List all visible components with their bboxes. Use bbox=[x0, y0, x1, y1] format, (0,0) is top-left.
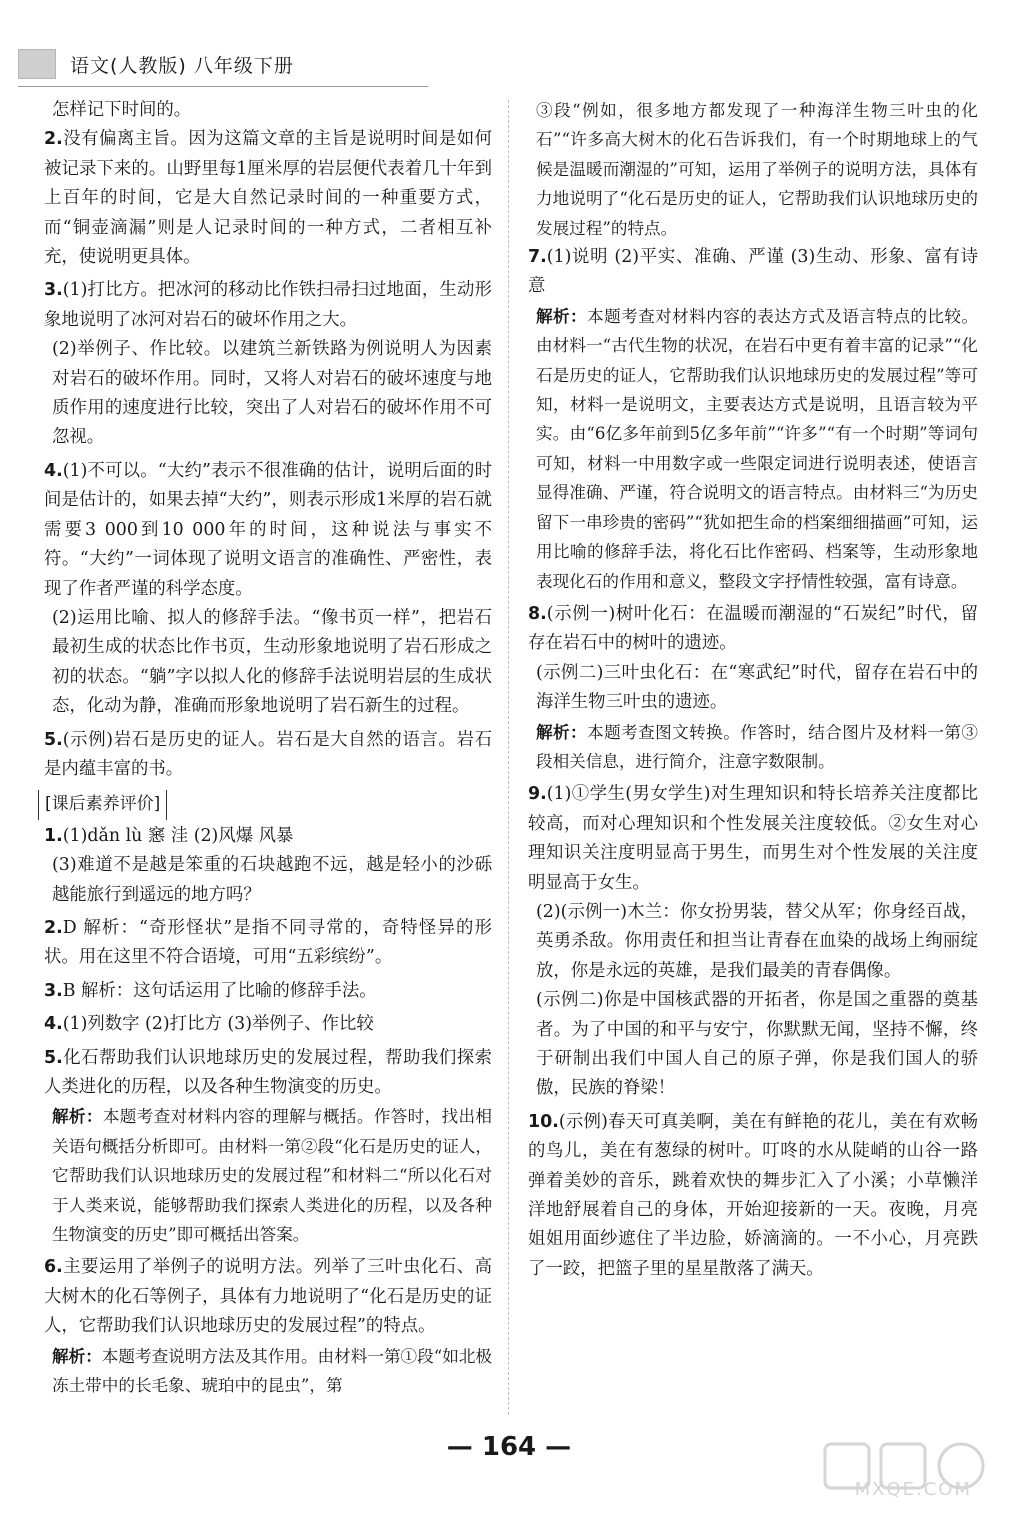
right-intro: ③段“例如，很多地方都发现了一种海洋生物三叶虫的化石”“许多高大树木的化石告诉我们，有一个时期地球上的气候是温暖而潮湿的”可知，运用了举例子的说明方法，具体有力地说明了“化石是历史的证人，它帮助我们认识地球历史的发展过程”的特点。 bbox=[536, 101, 978, 238]
post-item-2 bbox=[44, 914, 492, 973]
item-number: 4. bbox=[44, 460, 63, 481]
item-text: (示例)岩石是历史的证人。岩石是大自然的语言。岩石是内蕴丰富的书。 bbox=[44, 729, 492, 779]
item-text: (示例一)树叶化石：在温暖而潮湿的“石炭纪”时代，留存在岩石中的树叶的遗迹。 bbox=[528, 603, 978, 654]
item-text: (1)打比方。把冰河的移动比作铁扫帚扫过地面，生动形象地说明了冰河对岩石的破坏作用之大。 bbox=[44, 280, 492, 330]
post-item-8 bbox=[528, 600, 978, 776]
item-text: (1)①学生(男女学生)对生理知识和特长培养关注度都比较高，而对心理知识和个性发展关注度较低。②女生对心理知识关注度明显高于男生，而男生对个性发展的关注度明显高于女生。 bbox=[528, 784, 978, 893]
analysis-label: 解析： bbox=[536, 722, 588, 742]
item-text: 没有偏离主旨。因为这篇文章的主旨是说明时间是如何被记录下来的。山野里每1厘米厚的岩层便代表着几十年到上百年的时间，它是大自然记录时间的一种重要方式，而“铜壶滴漏”则是人记录时间的一种方式，二者相互补充，使说明更具体。 bbox=[44, 129, 492, 268]
item-text: B 解析：这句话运用了比喻的修辞手法。 bbox=[62, 980, 377, 1001]
item-number: 10. bbox=[528, 1111, 559, 1132]
item-text: (1)列数字 (2)打比方 (3)举例子、作比较 bbox=[62, 1014, 374, 1035]
item-extra-2: (示例二)你是中国核武器的开拓者，你是国之重器的奠基者。为了中国的和平与安宁，你默默无闻，坚持不懈，终于研制出我们中国人自己的原子弹，你是我们国人的骄傲，民族的脊梁！ bbox=[536, 990, 978, 1099]
analysis-text: 本题考查图文转换。作答时，结合图片及材料一第③段相关信息，进行简介，注意字数限制。 bbox=[536, 722, 979, 771]
left-column bbox=[44, 96, 492, 1404]
post-item-7 bbox=[528, 243, 978, 596]
left-intro: 怎样记下时间的。 bbox=[52, 100, 192, 120]
item-text: (示例)春天可真美啊，美在有鲜艳的花儿，美在有欢畅的鸟儿，美在有葱绿的树叶。叮咚的水从陡峭的山谷一路弹着美妙的音乐，跳着欢快的舞步汇入了小溪；小草懒洋洋地舒展着自己的身体，开始迎接新的一天。夜晚，月亮姐姐用面纱遮住了半边脸，娇滴滴的。一不小心，月亮跌了一跤，把篮子里的星星散落了满天。 bbox=[528, 1111, 978, 1279]
analysis-label: 解析： bbox=[52, 1107, 103, 1127]
item-extra: (示例二)三叶虫化石：在“寒武纪”时代，留存在岩石中的海洋生物三叶虫的遗迹。 bbox=[536, 662, 978, 713]
item-text: (1)不可以。“大约”表示不很准确的估计，说明后面的时间是估计的，如果去掉“大约”，则表示形成1米厚的岩石就需要3 000到10 000年的时间，这种说法与事实不符。“大约”一词体现了说明文语言的准确性、严密性，表现了作者严谨的科学态度。 bbox=[44, 460, 492, 599]
analysis-text: 本题考查对材料内容的表达方式及语言特点的比较。由材料一“古代生物的状况，在岩石中更有着丰富的记录”“化石是历史的证人，它帮助我们认识地球历史的发展过程”等可知，材料一是说明文，主要表达方式是说明，且语言较为平实。由“6亿多年前到5亿多年前”“许多”“有一个时期”等词句可知，材料一中用数字或一些限定词进行说明表述，使语言显得准确、严谨，符合说明文的语言特点。由材料三“为历史留下一串珍贵的密码”“犹如把生命的档案细细描画”可知，运用比喻的修辞手法，将化石比作密码、档案等，生动形象地表现化石的作用和意义，整段文字抒情性较强，富有诗意。 bbox=[536, 306, 979, 591]
answer-item-5 bbox=[44, 726, 492, 785]
right-column bbox=[528, 96, 978, 1288]
post-item-5 bbox=[44, 1044, 492, 1250]
item-extra: (2)举例子、作比较。以建筑兰新铁路为例说明人为因素对岩石的破坏作用。同时，又将人对岩石的破坏速度与地质作用的速度进行比较，突出了人对岩石的破坏作用不可忽视。 bbox=[52, 339, 492, 448]
post-item-3 bbox=[44, 977, 492, 1006]
item-text: 主要运用了举例子的说明方法。列举了三叶虫化石、高大树木的化石等例子，具体有力地说明了“化石是历史的证人，它帮助我们认识地球历史的发展过程”的特点。 bbox=[44, 1257, 492, 1337]
item-number: 3. bbox=[44, 280, 63, 301]
analysis-text: 本题考查说明方法及其作用。由材料一第①段“如北极冻土带中的长毛象、琥珀中的昆虫”，第 bbox=[52, 1346, 493, 1396]
item-text: 化石帮助我们认识地球历史的发展过程，帮助我们探索人类进化的历程，以及各种生物演变的历史。 bbox=[44, 1047, 492, 1097]
post-item-6 bbox=[44, 1253, 492, 1400]
item-number: 4. bbox=[44, 1014, 63, 1035]
item-analysis bbox=[528, 302, 978, 596]
item-number: 5. bbox=[44, 729, 63, 750]
item-number: 8. bbox=[528, 603, 547, 624]
header-rule bbox=[18, 86, 428, 87]
item-text: (1)说明 (2)平实、准确、严谨 (3)生动、形象、富有诗意 bbox=[528, 247, 978, 297]
item-number: 2. bbox=[44, 917, 63, 938]
item-number: 1. bbox=[44, 825, 63, 846]
item-number: 9. bbox=[528, 784, 547, 805]
watermark-logo bbox=[821, 1440, 996, 1520]
item-text: (1)dǎn lù 窸 洼 (2)风爆 风暴 bbox=[62, 825, 294, 846]
header-title: 语文(人教版) 八年级下册 bbox=[70, 54, 294, 77]
item-number: 2. bbox=[44, 129, 63, 150]
header-decoration-box bbox=[18, 49, 56, 79]
item-extra: (2)(示例一)木兰：你女扮男装，替父从军；你身经百战，英勇杀敌。你用责任和担当让青春在血染的战场上绚丽绽放，你是永远的英雄，是我们最美的青春偶像。 bbox=[536, 901, 978, 981]
column-divider bbox=[508, 100, 509, 1415]
analysis-label: 解析： bbox=[536, 306, 588, 326]
item-text: D 解析：“奇形怪状”是指不同寻常的，奇特怪异的形状。用在这里不符合语境，可用“五彩缤纷”。 bbox=[44, 917, 492, 968]
item-number: 6. bbox=[44, 1257, 63, 1278]
item-analysis bbox=[528, 718, 978, 777]
post-item-1 bbox=[44, 822, 492, 910]
answer-item-4 bbox=[44, 457, 492, 722]
analysis-label: 解析： bbox=[52, 1346, 102, 1366]
section-title: [课后素养评价] bbox=[38, 790, 167, 819]
item-extra: (3)难道不是越是笨重的石块越跑不远，越是轻小的沙砾越能旅行到遥远的地方吗？ bbox=[52, 855, 492, 905]
page-header bbox=[18, 40, 438, 88]
item-number: 7. bbox=[528, 247, 547, 268]
post-item-10 bbox=[528, 1108, 978, 1284]
item-number: 5. bbox=[44, 1047, 63, 1068]
analysis-text: 本题考查对材料内容的理解与概括。作答时，找出相关语句概括分析即可。由材料一第②段“化石是历史的证人，它帮助我们认识地球历史的发展过程”和材料二“所以化石对于人类来说，能够帮助我们探索人类进化的历程，以及各种生物演变的历史”即可概括出答案。 bbox=[52, 1107, 493, 1245]
page-number: — 164 — bbox=[446, 1432, 572, 1462]
post-item-4 bbox=[44, 1010, 492, 1039]
post-item-9 bbox=[528, 780, 978, 1103]
item-analysis bbox=[44, 1342, 492, 1401]
item-extra: (2)运用比喻、拟人的修辞手法。“像书页一样”，把岩石最初生成的状态比作书页，生动形象地说明了岩石形成之初的状态。“躺”字以拟人化的修辞手法说明岩层的生成状态，化动为静，准确而形象地说明了岩石新生的过程。 bbox=[52, 607, 492, 717]
item-number: 3. bbox=[44, 980, 63, 1001]
watermark-text: MXQE.COM bbox=[854, 1479, 972, 1500]
item-analysis bbox=[44, 1102, 492, 1249]
answer-item-3 bbox=[44, 276, 492, 452]
answer-item-2 bbox=[44, 125, 492, 272]
